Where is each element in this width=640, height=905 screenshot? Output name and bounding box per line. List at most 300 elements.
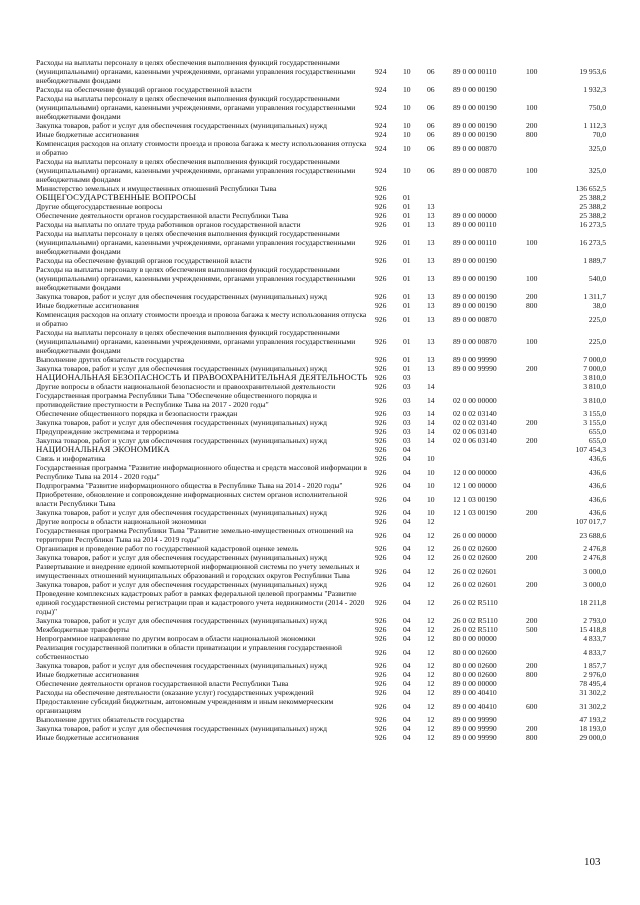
row-expense-type: 200 xyxy=(526,121,538,130)
row-name: Обеспечение деятельности органов государственной власти Республики Тыва xyxy=(36,679,289,688)
row-name: Государственная программа Республики Тыва "Обеспечение общественного порядка и противодействие преступности в Республике Тыва на 2017 - 2020 годы" xyxy=(36,391,317,409)
row-ved-code: 924 xyxy=(375,67,387,76)
row-name: Реализация государственной политики в области приватизации и управления государственной собственностью xyxy=(36,643,342,661)
table-row xyxy=(0,202,640,211)
row-name: Закупка товаров, работ и услуг для обеспечения государственных (муниципальных) нужд xyxy=(36,553,327,562)
row-target-article: 89 0 00 00110 xyxy=(453,220,497,229)
row-target-article: 89 0 00 00190 xyxy=(453,103,497,112)
row-target-article: 89 0 00 00190 xyxy=(453,130,497,139)
row-expense-type: 200 xyxy=(526,364,538,373)
row-name: Расходы на обеспечение функций органов государственной власти xyxy=(36,256,252,265)
row-ved-code: 926 xyxy=(375,679,387,688)
row-name: Расходы на выплаты персоналу в целях обеспечения выполнения функций государственными (муниципальными) органами, казенными учреждениями, органами управления государственными внебюджетными фондами xyxy=(36,328,356,355)
row-name: Государственная программа Республики Тыва "Развитие земельно-имущественных отношений на территории Республики Тыва на 2014 - 2019 годы" xyxy=(36,526,354,544)
row-name: Иные бюджетные ассигнования xyxy=(36,733,139,742)
row-name: Закупка товаров, работ и услуг для обеспечения государственных (муниципальных) нужд xyxy=(36,724,327,733)
row-target-article: 89 0 00 00870 xyxy=(453,144,497,153)
row-target-article: 89 0 00 00870 xyxy=(453,315,497,324)
row-amount: 107 017,7 xyxy=(575,517,606,526)
row-expense-type: 600 xyxy=(526,702,538,711)
row-subsection-code: 12 xyxy=(427,544,435,553)
row-section-code: 04 xyxy=(403,553,411,562)
row-subsection-code: 13 xyxy=(427,220,435,229)
table-row xyxy=(0,490,640,508)
row-expense-type: 100 xyxy=(526,238,538,247)
row-target-article: 89 0 00 00000 xyxy=(453,679,497,688)
row-target-article: 89 0 00 00190 xyxy=(453,301,497,310)
row-name: Компенсация расходов на оплату стоимости проезда и провоза багажа к месту использования отпуска и обратно xyxy=(36,310,367,328)
row-section-code: 04 xyxy=(403,598,411,607)
row-ved-code: 926 xyxy=(375,670,387,679)
row-amount: 1 112,3 xyxy=(583,121,606,130)
row-ved-code: 926 xyxy=(375,418,387,427)
row-ved-code: 926 xyxy=(375,211,387,220)
row-ved-code: 924 xyxy=(375,130,387,139)
table-row xyxy=(0,94,640,121)
row-subsection-code: 13 xyxy=(427,364,435,373)
table-row xyxy=(0,625,640,634)
row-amount: 29 000,0 xyxy=(579,733,606,742)
table-row xyxy=(0,139,640,157)
row-amount: 7 000,0 xyxy=(583,355,606,364)
row-ved-code: 926 xyxy=(375,567,387,576)
row-subsection-code: 13 xyxy=(427,301,435,310)
row-amount: 1 857,7 xyxy=(583,661,606,670)
row-amount: 25 388,2 xyxy=(579,202,606,211)
row-expense-type: 500 xyxy=(526,625,538,634)
row-ved-code: 924 xyxy=(375,103,387,112)
row-ved-code: 926 xyxy=(375,733,387,742)
row-amount: 31 302,2 xyxy=(579,702,606,711)
row-target-article: 80 0 00 02600 xyxy=(453,670,497,679)
row-subsection-code: 12 xyxy=(427,702,435,711)
row-section-code: 10 xyxy=(403,85,411,94)
row-target-article: 89 0 00 00110 xyxy=(453,238,497,247)
row-subsection-code: 13 xyxy=(427,337,435,346)
row-target-article: 89 0 00 00190 xyxy=(453,256,497,265)
table-row xyxy=(0,508,640,517)
row-ved-code: 926 xyxy=(375,274,387,283)
row-section-code: 04 xyxy=(403,733,411,742)
row-section-code: 01 xyxy=(403,193,411,202)
row-ved-code: 924 xyxy=(375,85,387,94)
row-ved-code: 926 xyxy=(375,508,387,517)
row-subsection-code: 12 xyxy=(427,598,435,607)
row-amount: 750,0 xyxy=(588,103,606,112)
row-amount: 15 418,8 xyxy=(579,625,606,634)
row-amount: 3 810,0 xyxy=(583,373,606,382)
row-name: Организация и проведение работ по государственной кадастровой оценке земель xyxy=(36,544,299,553)
table-row xyxy=(0,445,640,454)
row-ved-code: 926 xyxy=(375,648,387,657)
table-row xyxy=(0,418,640,427)
row-name: Другие вопросы в области национальной безопасности и правоохранительной деятельности xyxy=(36,382,336,391)
row-amount: 225,0 xyxy=(588,337,606,346)
row-section-code: 04 xyxy=(403,715,411,724)
row-ved-code: 926 xyxy=(375,598,387,607)
row-target-article: 26 0 02 02601 xyxy=(453,580,497,589)
row-subsection-code: 06 xyxy=(427,85,435,94)
row-amount: 136 652,5 xyxy=(575,184,606,193)
row-amount: 19 953,6 xyxy=(579,67,606,76)
row-target-article: 89 0 00 99990 xyxy=(453,364,497,373)
row-subsection-code: 12 xyxy=(427,648,435,657)
row-expense-type: 800 xyxy=(526,130,538,139)
row-name: Расходы на обеспечение функций органов государственной власти xyxy=(36,85,252,94)
row-ved-code: 926 xyxy=(375,468,387,477)
row-ved-code: 926 xyxy=(375,301,387,310)
row-section-code: 03 xyxy=(403,418,411,427)
row-amount: 107 454,3 xyxy=(575,445,606,454)
row-target-article: 12 1 00 00000 xyxy=(453,481,497,490)
row-name: Закупка товаров, работ и услуг для обеспечения государственных (муниципальных) нужд xyxy=(36,418,327,427)
row-expense-type: 800 xyxy=(526,301,538,310)
row-expense-type: 100 xyxy=(526,103,538,112)
table-row xyxy=(0,193,640,202)
row-amount: 3 155,0 xyxy=(583,409,606,418)
row-subsection-code: 06 xyxy=(427,166,435,175)
table-row xyxy=(0,292,640,301)
row-ved-code: 926 xyxy=(375,396,387,405)
row-target-article: 26 0 02 R5110 xyxy=(453,616,498,625)
row-subsection-code: 10 xyxy=(427,468,435,477)
row-amount: 540,0 xyxy=(588,274,606,283)
row-ved-code: 926 xyxy=(375,531,387,540)
row-ved-code: 926 xyxy=(375,355,387,364)
row-ved-code: 926 xyxy=(375,427,387,436)
row-expense-type: 100 xyxy=(526,337,538,346)
row-section-code: 01 xyxy=(403,256,411,265)
row-target-article: 80 0 00 02600 xyxy=(453,648,497,657)
row-subsection-code: 10 xyxy=(427,481,435,490)
row-target-article: 02 0 02 03140 xyxy=(453,418,497,427)
row-name: Закупка товаров, работ и услуг для обеспечения государственных (муниципальных) нужд xyxy=(36,292,327,301)
row-subsection-code: 14 xyxy=(427,418,435,427)
row-name: Закупка товаров, работ и услуг для обеспечения государственных (муниципальных) нужд xyxy=(36,364,327,373)
row-amount: 47 193,2 xyxy=(579,715,606,724)
row-subsection-code: 06 xyxy=(427,121,435,130)
row-section-code: 04 xyxy=(403,670,411,679)
table-row xyxy=(0,526,640,544)
row-subsection-code: 12 xyxy=(427,517,435,526)
row-ved-code: 926 xyxy=(375,256,387,265)
row-amount: 3 000,0 xyxy=(583,580,606,589)
row-ved-code: 926 xyxy=(375,220,387,229)
row-name: Закупка товаров, работ и услуг для обеспечения государственных (муниципальных) нужд xyxy=(36,616,327,625)
row-target-article: 26 0 02 R5110 xyxy=(453,625,498,634)
table-row xyxy=(0,661,640,670)
row-ved-code: 926 xyxy=(375,292,387,301)
row-name: Проведение комплексных кадастровых работ в рамках федеральной целевой программы "Развитие единой государственной системы регистрации прав и кадастрового учета недвижимости (2014 - 2020 годы)" xyxy=(36,589,365,616)
row-amount: 3 810,0 xyxy=(583,396,606,405)
row-expense-type: 100 xyxy=(526,274,538,283)
row-section-code: 04 xyxy=(403,702,411,711)
table-row xyxy=(0,391,640,409)
row-amount: 1 311,7 xyxy=(583,292,606,301)
row-subsection-code: 12 xyxy=(427,625,435,634)
table-row xyxy=(0,688,640,697)
row-section-code: 03 xyxy=(403,436,411,445)
row-name: Приобретение, обновление и сопровождение информационных систем органов исполнительной власти Республики Тыва xyxy=(36,490,348,508)
row-ved-code: 926 xyxy=(375,625,387,634)
row-amount: 1 932,3 xyxy=(583,85,606,94)
row-section-code: 04 xyxy=(403,468,411,477)
row-section-code: 04 xyxy=(403,531,411,540)
row-name: Закупка товаров, работ и услуг для обеспечения государственных (муниципальных) нужд xyxy=(36,436,327,445)
row-target-article: 89 0 00 40410 xyxy=(453,702,497,711)
table-row xyxy=(0,382,640,391)
row-ved-code: 926 xyxy=(375,702,387,711)
table-row xyxy=(0,130,640,139)
row-ved-code: 926 xyxy=(375,238,387,247)
row-subsection-code: 12 xyxy=(427,553,435,562)
row-amount: 4 833,7 xyxy=(583,648,606,657)
row-ved-code: 926 xyxy=(375,184,387,193)
row-section-code: 04 xyxy=(403,648,411,657)
row-section-code: 04 xyxy=(403,544,411,553)
row-subsection-code: 13 xyxy=(427,211,435,220)
row-expense-type: 200 xyxy=(526,616,538,625)
row-section-code: 04 xyxy=(403,688,411,697)
row-name: Непрограммное направление по другим вопросам в области национальной экономики xyxy=(36,634,316,643)
table-row xyxy=(0,580,640,589)
row-amount: 436,6 xyxy=(588,468,606,477)
row-name: Государственная программа "Развитие информационного общества и средств массовой информации в Республике Тыва на 2014 - 2020 годы" xyxy=(36,463,367,481)
row-name: Расходы на обеспечение деятельности (оказание услуг) государственных учреждений xyxy=(36,688,314,697)
row-section-code: 01 xyxy=(403,238,411,247)
row-name: Связь и информатика xyxy=(36,454,106,463)
row-name: Закупка товаров, работ и услуг для обеспечения государственных (муниципальных) нужд xyxy=(36,121,327,130)
row-subsection-code: 14 xyxy=(427,396,435,405)
row-subsection-code: 14 xyxy=(427,427,435,436)
row-subsection-code: 12 xyxy=(427,670,435,679)
row-target-article: 89 0 00 99990 xyxy=(453,733,497,742)
table-row xyxy=(0,157,640,184)
row-subsection-code: 10 xyxy=(427,495,435,504)
table-row xyxy=(0,265,640,292)
row-target-article: 89 0 00 00190 xyxy=(453,121,497,130)
row-name: Расходы на выплаты персоналу в целях обеспечения выполнения функций государственными (муниципальными) органами, казенными учреждениями, органами управления государственными внебюджетными фондами xyxy=(36,94,356,121)
row-section-code: 04 xyxy=(403,625,411,634)
row-name: Межбюджетные трансферты xyxy=(36,625,129,634)
table-row xyxy=(0,310,640,328)
row-target-article: 80 0 00 02600 xyxy=(453,661,497,670)
row-subsection-code: 10 xyxy=(427,508,435,517)
row-target-article: 26 0 02 02600 xyxy=(453,544,497,553)
row-name: Выполнение других обязательств государства xyxy=(36,355,185,364)
table-row xyxy=(0,733,640,742)
row-amount: 2 976,0 xyxy=(583,670,606,679)
row-amount: 2 476,8 xyxy=(583,553,606,562)
row-section-code: 04 xyxy=(403,454,411,463)
row-subsection-code: 12 xyxy=(427,634,435,643)
row-section-code: 04 xyxy=(403,661,411,670)
table-row xyxy=(0,697,640,715)
row-section-code: 04 xyxy=(403,724,411,733)
table-row xyxy=(0,229,640,256)
row-name: Компенсация расходов на оплату стоимости проезда и провоза багажа к месту использования отпуска и обратно xyxy=(36,139,367,157)
row-target-article: 02 0 06 03140 xyxy=(453,436,497,445)
row-name: НАЦИОНАЛЬНАЯ БЕЗОПАСНОСТЬ И ПРАВООХРАНИТЕЛЬНАЯ ДЕЯТЕЛЬНОСТЬ xyxy=(36,372,368,382)
row-ved-code: 926 xyxy=(375,382,387,391)
table-row xyxy=(0,256,640,265)
row-section-code: 01 xyxy=(403,355,411,364)
table-row xyxy=(0,715,640,724)
row-name: НАЦИОНАЛЬНАЯ ЭКОНОМИКА xyxy=(36,444,170,454)
row-subsection-code: 12 xyxy=(427,715,435,724)
row-name: Иные бюджетные ассигнования xyxy=(36,301,139,310)
row-amount: 325,0 xyxy=(588,166,606,175)
row-expense-type: 200 xyxy=(526,292,538,301)
row-amount: 225,0 xyxy=(588,315,606,324)
row-section-code: 03 xyxy=(403,409,411,418)
row-ved-code: 926 xyxy=(375,688,387,697)
row-name: Министерство земельных и имущественных отношений Республики Тыва xyxy=(36,184,277,193)
row-section-code: 01 xyxy=(403,364,411,373)
row-target-article: 26 0 02 R5110 xyxy=(453,598,498,607)
row-subsection-code: 12 xyxy=(427,531,435,540)
row-amount: 436,6 xyxy=(588,495,606,504)
row-section-code: 04 xyxy=(403,679,411,688)
row-name: Подпрограмма "Развитие информационного общества в Республике Тыва на 2014 - 2020 годы" xyxy=(36,481,343,490)
row-ved-code: 926 xyxy=(375,364,387,373)
row-section-code: 04 xyxy=(403,495,411,504)
row-ved-code: 926 xyxy=(375,634,387,643)
row-target-article: 89 0 00 99990 xyxy=(453,715,497,724)
row-subsection-code: 12 xyxy=(427,733,435,742)
page-number: 103 xyxy=(584,856,601,868)
table-row xyxy=(0,679,640,688)
table-row xyxy=(0,409,640,418)
table-row xyxy=(0,589,640,616)
row-ved-code: 926 xyxy=(375,724,387,733)
row-subsection-code: 06 xyxy=(427,103,435,112)
row-name: Расходы на выплаты персоналу в целях обеспечения выполнения функций государственными (муниципальными) органами, казенными учреждениями, органами управления государственными внебюджетными фондами xyxy=(36,157,356,184)
row-expense-type: 100 xyxy=(526,67,538,76)
row-amount: 18 193,0 xyxy=(579,724,606,733)
row-amount: 16 273,5 xyxy=(579,220,606,229)
row-subsection-code: 13 xyxy=(427,256,435,265)
row-ved-code: 926 xyxy=(375,495,387,504)
table-row xyxy=(0,373,640,382)
row-subsection-code: 13 xyxy=(427,355,435,364)
row-amount: 436,6 xyxy=(588,454,606,463)
row-target-article: 89 0 00 00190 xyxy=(453,274,497,283)
row-subsection-code: 13 xyxy=(427,238,435,247)
row-name: Другие вопросы в области национальной экономики xyxy=(36,517,207,526)
row-section-code: 01 xyxy=(403,211,411,220)
row-ved-code: 926 xyxy=(375,436,387,445)
row-name: Закупка товаров, работ и услуг для обеспечения государственных (муниципальных) нужд xyxy=(36,661,327,670)
row-amount: 3 155,0 xyxy=(583,418,606,427)
table-row xyxy=(0,58,640,85)
row-section-code: 03 xyxy=(403,382,411,391)
row-ved-code: 926 xyxy=(375,202,387,211)
row-amount: 2 476,8 xyxy=(583,544,606,553)
table-row xyxy=(0,355,640,364)
row-target-article: 89 0 00 00110 xyxy=(453,67,497,76)
row-expense-type: 200 xyxy=(526,553,538,562)
row-name: Развертывание и внедрение единой компьютерной информационной системы по учету земельных и имущественных отношений муниципальных образований и городских округов Республики Тыва xyxy=(36,562,360,580)
row-amount: 436,6 xyxy=(588,508,606,517)
row-target-article: 89 0 00 99990 xyxy=(453,724,497,733)
row-ved-code: 926 xyxy=(375,616,387,625)
row-expense-type: 200 xyxy=(526,418,538,427)
row-subsection-code: 13 xyxy=(427,202,435,211)
row-subsection-code: 14 xyxy=(427,436,435,445)
row-ved-code: 924 xyxy=(375,144,387,153)
row-section-code: 04 xyxy=(403,508,411,517)
row-ved-code: 926 xyxy=(375,445,387,454)
row-section-code: 01 xyxy=(403,202,411,211)
row-ved-code: 926 xyxy=(375,517,387,526)
row-name: ОБЩЕГОСУДАРСТВЕННЫЕ ВОПРОСЫ xyxy=(36,192,197,202)
row-amount: 78 495,4 xyxy=(579,679,606,688)
row-subsection-code: 13 xyxy=(427,315,435,324)
row-name: Закупка товаров, работ и услуг для обеспечения государственных (муниципальных) нужд xyxy=(36,580,327,589)
row-amount: 325,0 xyxy=(588,144,606,153)
row-subsection-code: 06 xyxy=(427,144,435,153)
row-ved-code: 926 xyxy=(375,553,387,562)
row-subsection-code: 12 xyxy=(427,688,435,697)
row-subsection-code: 12 xyxy=(427,679,435,688)
row-amount: 7 000,0 xyxy=(583,364,606,373)
table-row xyxy=(0,643,640,661)
row-name: Другие общегосударственные вопросы xyxy=(36,202,163,211)
row-section-code: 01 xyxy=(403,292,411,301)
row-section-code: 04 xyxy=(403,634,411,643)
row-name: Расходы на выплаты персоналу в целях обеспечения выполнения функций государственными (муниципальными) органами, казенными учреждениями, органами управления государственными внебюджетными фондами xyxy=(36,58,356,85)
row-ved-code: 926 xyxy=(375,337,387,346)
row-amount: 38,0 xyxy=(592,301,606,310)
row-target-article: 12 1 03 00190 xyxy=(453,508,497,517)
table-row xyxy=(0,544,640,553)
row-section-code: 03 xyxy=(403,396,411,405)
table-row xyxy=(0,328,640,355)
row-subsection-code: 06 xyxy=(427,130,435,139)
row-amount: 1 889,7 xyxy=(583,256,606,265)
row-target-article: 89 0 00 00870 xyxy=(453,166,497,175)
table-row xyxy=(0,562,640,580)
row-section-code: 10 xyxy=(403,121,411,130)
row-amount: 436,6 xyxy=(588,481,606,490)
table-row xyxy=(0,463,640,481)
row-amount: 4 833,7 xyxy=(583,634,606,643)
row-amount: 16 273,5 xyxy=(579,238,606,247)
row-amount: 2 793,0 xyxy=(583,616,606,625)
row-section-code: 03 xyxy=(403,427,411,436)
row-name: Обеспечение общественного порядка и безопасности граждан xyxy=(36,409,238,418)
row-expense-type: 200 xyxy=(526,436,538,445)
row-name: Предупреждение экстремизма и терроризма xyxy=(36,427,179,436)
row-expense-type: 100 xyxy=(526,166,538,175)
row-ved-code: 926 xyxy=(375,315,387,324)
row-amount: 18 211,8 xyxy=(579,598,606,607)
row-amount: 25 388,2 xyxy=(579,193,606,202)
row-subsection-code: 14 xyxy=(427,382,435,391)
row-expense-type: 200 xyxy=(526,724,538,733)
row-ved-code: 926 xyxy=(375,580,387,589)
row-target-article: 89 0 00 00870 xyxy=(453,337,497,346)
row-target-article: 26 0 02 02600 xyxy=(453,553,497,562)
row-amount: 70,0 xyxy=(592,130,606,139)
row-ved-code: 926 xyxy=(375,481,387,490)
row-section-code: 01 xyxy=(403,301,411,310)
row-ved-code: 926 xyxy=(375,454,387,463)
row-target-article: 89 0 00 00190 xyxy=(453,292,497,301)
row-amount: 655,0 xyxy=(588,436,606,445)
row-target-article: 02 0 02 03140 xyxy=(453,409,497,418)
